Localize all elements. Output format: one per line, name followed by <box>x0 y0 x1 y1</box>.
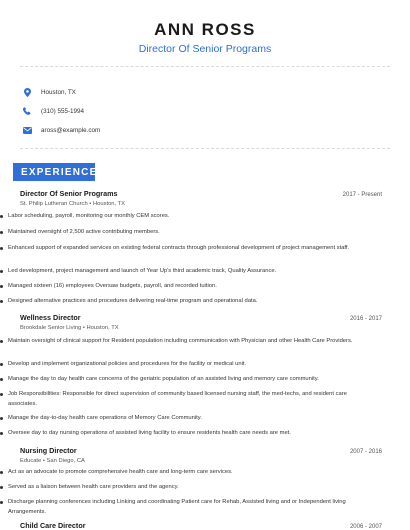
contact-location-text: Houston, TX <box>41 88 76 96</box>
list-item: Maintain oversight of clinical support for Resident population including communication with Physician and other Health Care Providers. <box>8 337 362 347</box>
job-organization: St. Philip Lutheran Church <box>20 201 88 207</box>
contact-email[interactable] <box>22 120 100 140</box>
job-dates: 2007 - 2016 <box>349 449 382 455</box>
contact-location <box>22 82 100 102</box>
location-pin-icon <box>22 87 32 97</box>
list-item: Manage the day-to-day health care operations of Memory Care Community. <box>8 414 362 424</box>
contact-list <box>22 82 100 139</box>
job-dates: 2016 - 2017 <box>349 316 382 322</box>
section-header-experience <box>13 163 98 181</box>
job-org-line <box>20 325 382 331</box>
candidate-name: ANN ROSS <box>154 20 256 39</box>
header-divider <box>20 66 390 67</box>
job-entry <box>20 521 382 530</box>
job-entry <box>20 189 382 207</box>
org-separator: • <box>82 325 87 331</box>
list-item: Enhanced support of expanded services on existing federal contracts through professional development of project management staff. <box>8 244 362 254</box>
job-entry <box>20 446 382 464</box>
job-entry <box>20 313 382 331</box>
contact-divider <box>20 148 390 149</box>
candidate-title: Director Of Senior Programs <box>138 43 272 55</box>
job-location: San Diego, CA <box>46 458 85 464</box>
job-organization: Brookdale Senior Living <box>20 325 82 331</box>
job-org-line <box>20 201 382 207</box>
resume-header <box>0 0 410 56</box>
org-separator: • <box>89 201 93 207</box>
job-location: Houston, TX <box>92 201 126 207</box>
contact-phone <box>22 101 100 121</box>
list-item: Develop and implement organizational policies and procedures for the facility or medical unit. <box>8 360 362 370</box>
envelope-icon <box>22 125 32 135</box>
section-title: EXPERIENCE <box>21 166 98 178</box>
list-item: Designed alternative practices and procedures delivering real-time program and operational data. <box>8 297 362 307</box>
list-item: Act as an advocate to promote comprehensive health care and long-term care services. <box>8 468 362 478</box>
job-title: Director Of Senior Programs <box>20 189 118 198</box>
list-item: Discharge planning conferences including Linking and coordinating Patient care for Rehab, Assisted living and or Independent living Arrangements. <box>8 498 362 517</box>
list-item: Job Responsibilities: Responsible for direct supervision of community based licensed nursing staff, the med-techs, and resident care associates. <box>8 390 362 409</box>
list-item: Manage the day to day health care concerns of the geriatric population of an assisted living and memory care community. <box>8 375 362 385</box>
job-location: Houston, TX <box>86 325 119 331</box>
job-dates: 2017 - Present <box>342 192 382 198</box>
list-item: Managed sixteen (16) employees Oversaw budgets, payroll, and recorded tuition. <box>8 282 362 292</box>
phone-icon <box>22 106 32 116</box>
org-separator: • <box>42 458 47 464</box>
job-title: Wellness Director <box>20 313 81 322</box>
list-item: Led development, project management and launch of Year Up's third academic track, Quality Assurance. <box>8 267 362 277</box>
list-item: Oversee day to day nursing operations of assisted living facility to ensure residents health care needs are met. <box>8 429 362 439</box>
list-item: Served as a liaison between health care providers and the agency. <box>8 483 362 493</box>
job-title: Nursing Director <box>20 446 77 455</box>
list-item: Labor scheduling, payroll, monitoring our monthly CEM scores. <box>8 212 362 222</box>
job-organization: Educate <box>20 458 42 464</box>
contact-phone-text: (310) 555-1994 <box>41 107 85 115</box>
job-title: Child Care Director <box>20 521 86 530</box>
list-item: Maintained oversight of 2,500 active contributing members. <box>8 228 362 238</box>
job-org-line <box>20 458 382 464</box>
contact-email-text[interactable]: aross@example.com <box>41 126 101 134</box>
job-dates: 2006 - 2007 <box>349 524 382 530</box>
